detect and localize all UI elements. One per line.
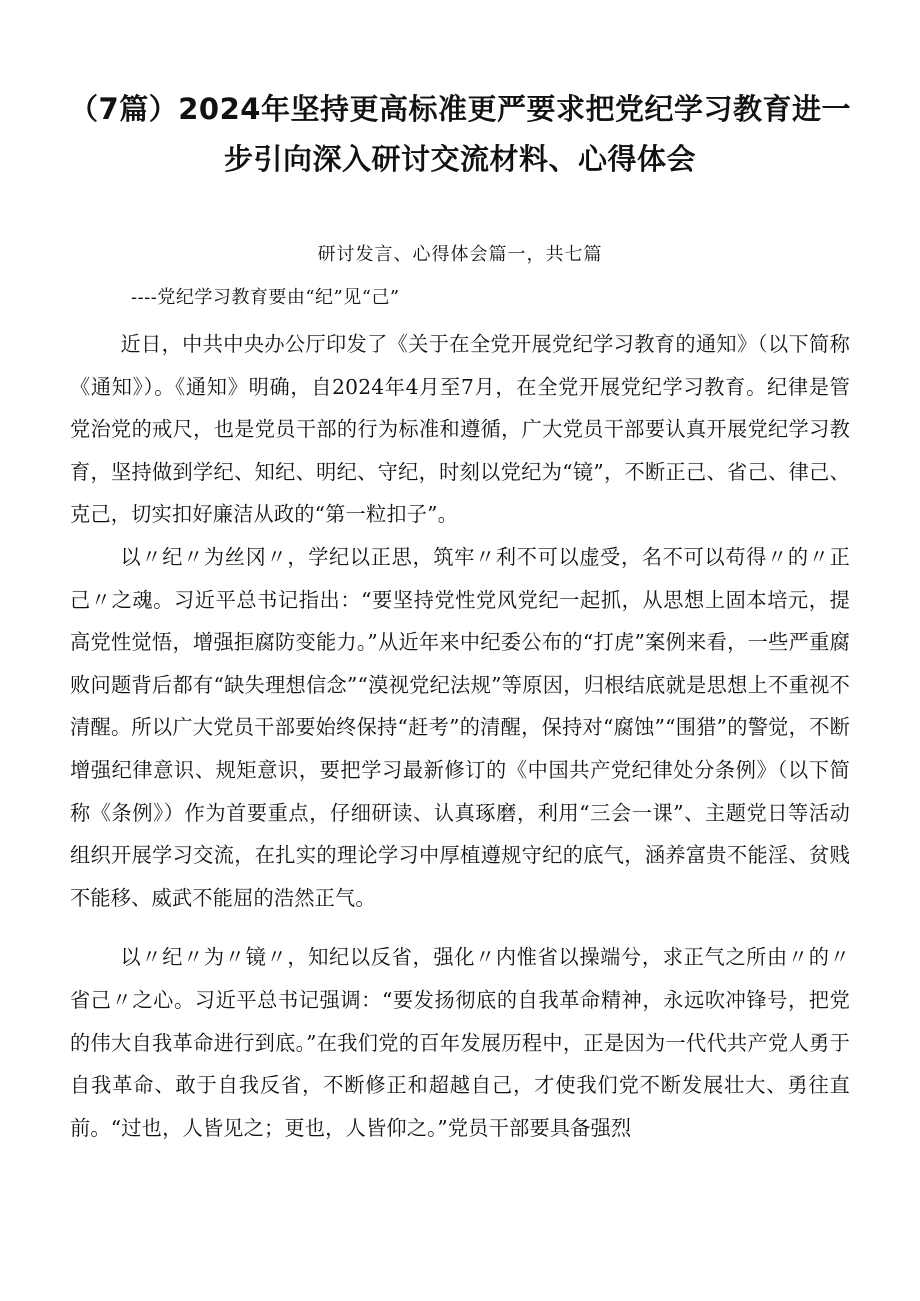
document-title: （7篇）2024年坚持更高标准更严要求把党纪学习教育进一步引向深入研讨交流材料、心得体会: [69, 92, 851, 176]
paragraph-1: 近日，中共中央办公厅印发了《关于在全党开展党纪学习教育的通知》（以下简称《通知》）。《通知》明确，自2024年4月至7月，在全党开展党纪学习教育。纪律是管党治党的戒尺，也是党员干部的行为标准和遵循，广大党员干部要认真开展党纪学习教育，坚持做到学纪、知纪、明纪、守纪，时刻以党纪为“镜”，不断正己、省己、律己、克己，切实扣好廉洁从政的“第一粒扣子”。: [70, 332, 850, 527]
paragraph-3: 以〃纪〃为〃镜〃，知纪以反省，强化〃内惟省以操端兮，求正气之所由〃的〃省己〃之心。习近平总书记强调：“要发扬彻底的自我革命精神，永远吹冲锋号，把党的伟大自我革命进行到底。”在我们党的百年发展历程中，正是因为一代代共产党人勇于自我革命、敢于自我反省，不断修正和超越自己，才使我们党不断发展壮大、勇往直前。“过也，人皆见之；更也，人皆仰之。”党员干部要具备强烈: [70, 945, 850, 1140]
paragraph-2: 以〃纪〃为丝冈〃，学纪以正思，筑牢〃利不可以虚受，名不可以苟得〃的〃正己〃之魂。习近平总书记指出：“要坚持党性党风党纪一起抓，从思想上固本培元，提高党性觉悟，增强拒腐防变能力。”从近年来中纪委公布的“打虎”案例来看，一些严重腐败问题背后都有“缺失理想信念”“漠视党纪法规”等原因，归根结底就是思想上不重视不清醒。所以广大党员干部要始终保持“赶考”的清醒，保持对“腐蚀”“围猎”的警觉，不断增强纪律意识、规矩意识，要把学习最新修订的《中国共产党纪律处分条例》（以下简称《条例》）作为首要重点，仔细研读、认真琢磨，利用“三会一课”、主题党日等活动组织开展学习交流，在扎实的理论学习中厚植遵规守纪的底气，涵养富贵不能淫、贫贱不能移、威武不能屈的浩然正气。: [70, 544, 850, 910]
section-subtitle: 研讨发言、心得体会篇一，共七篇: [317, 244, 603, 265]
article-byline: ----党纪学习教育要由“纪”见“己”: [131, 287, 400, 308]
document-body: [70, 323, 850, 1149]
